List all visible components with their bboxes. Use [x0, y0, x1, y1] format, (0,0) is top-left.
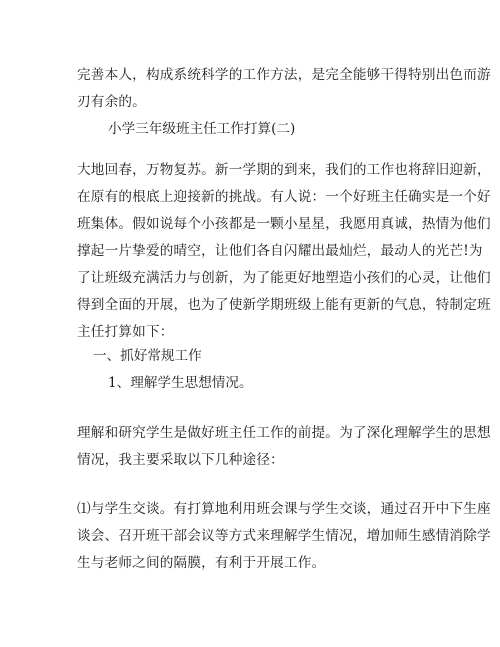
understanding-line-1: 理解和研究学生是做好班主任工作的前提。为了深化理解学生的思想 [77, 425, 491, 441]
item-1-line-2: 谈会、召开班干部会议等方式来理解学生情况，增加师生感情消除学 [77, 528, 491, 544]
understanding-paragraph [77, 420, 491, 474]
subsection-heading-1: 1、理解学生思想情况。 [108, 375, 253, 391]
understanding-line-2: 情况，我主要采取以下几种途径： [77, 452, 284, 468]
section-heading-1: 一、抓好常规工作 [93, 348, 202, 364]
opening-line-3: 班集体。假如说每个小孩都是一颗小星星，我愿用真诚，热情为他们 [77, 216, 491, 232]
opening-line-1: 大地回春，万物复苏。新一学期的到来，我们的工作也将辞旧迎新， [77, 162, 491, 178]
intro-paragraph [77, 62, 491, 116]
document-title: 小学三年级班主任工作打算(二) [108, 121, 296, 137]
opening-line-5: 了让班级充满活力与创新，为了能更好地塑造小孩们的心灵，让他们 [77, 270, 491, 286]
item-1-line-1: ⑴与学生交谈。有打算地利用班会课与学生交谈，通过召开中下生座 [77, 501, 491, 517]
intro-line-1: 完善本人，构成系统科学的工作方法，是完全能够干得特别出色而游 [77, 67, 491, 83]
intro-line-2: 刃有余的。 [77, 94, 146, 110]
opening-line-7: 主任打算如下： [77, 324, 174, 340]
opening-paragraph [77, 157, 491, 346]
item-1-paragraph [77, 496, 491, 577]
item-1-line-3: 生与老师之间的隔膜，有利于开展工作。 [77, 555, 326, 571]
opening-line-4: 撑起一片挚爱的晴空，让他们各自闪耀出最灿烂，最动人的光芒!为 [77, 243, 483, 259]
opening-line-6: 得到全面的开展，也为了使新学期班级上能有更新的气息，特制定班 [77, 297, 491, 313]
opening-line-2: 在原有的根底上迎接新的挑战。有人说：一个好班主任确实是一个好 [77, 189, 491, 205]
